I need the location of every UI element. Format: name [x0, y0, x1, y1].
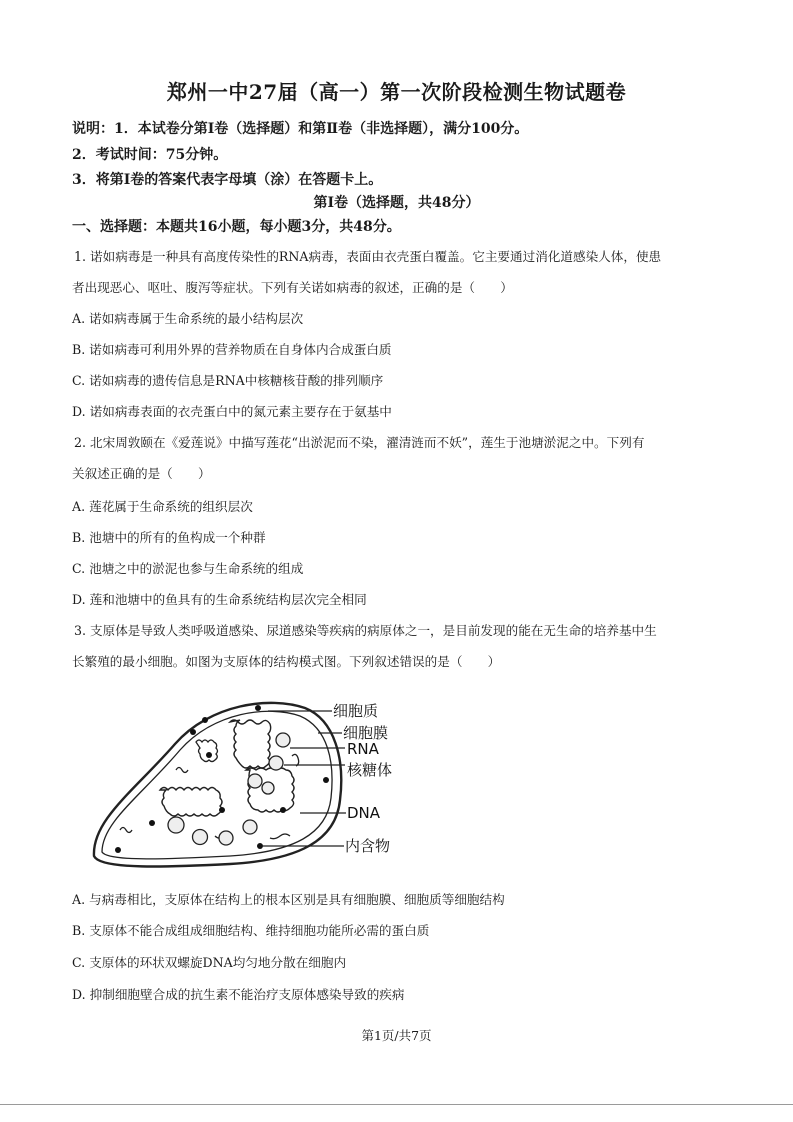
- q3-stem-line-2: 长繁殖的最小细胞。如图为支原体的结构模式图。下列叙述错误的是（ ）: [72, 654, 501, 669]
- cell-membrane-outer: [94, 703, 341, 867]
- q1-option-d: D. 诺如病毒表面的衣壳蛋白中的氮元素主要存在于氨基中: [72, 404, 392, 419]
- rna-strand: [120, 828, 132, 833]
- inclusion-dot: [115, 847, 121, 853]
- instruction-1: 说明：1．本试卷分第Ⅰ卷（选择题）和第Ⅱ卷（非选择题），满分100分。: [72, 121, 529, 137]
- q2-option-d: D. 莲和池塘中的鱼具有的生命系统结构层次完全相同: [72, 592, 367, 607]
- q1-stem-line-2: 者出现恶心、呕吐、腹泻等症状。下列有关诺如病毒的叙述，正确的是（ ）: [72, 280, 513, 295]
- inclusion-dot: [323, 777, 329, 783]
- dna-loop-small: [196, 740, 218, 762]
- q3-stem-line-1: 3. 支原体是导致人类呼吸道感染、尿道感染等疾病的病原体之一，是目前发现的能在无生命的培养基中生: [74, 623, 657, 638]
- q1-stem-line-1: 1. 诺如病毒是一种具有高度传染性的RNA病毒，表面由衣壳蛋白覆盖。它主要通过消化道感染人体，使患: [74, 249, 662, 264]
- rna-strand: [176, 768, 188, 773]
- label-cytoplasm: 细胞质: [333, 702, 379, 720]
- ribosome: [248, 774, 262, 788]
- rna-strand: [270, 834, 290, 839]
- label-dna: DNA: [347, 804, 381, 822]
- mycoplasma-diagram: [85, 688, 415, 874]
- q3-option-b: B. 支原体不能合成组成细胞结构、维持细胞功能所必需的蛋白质: [72, 923, 430, 938]
- page-footer: 第1页/共7页: [361, 1028, 432, 1043]
- ribosome: [243, 820, 257, 834]
- q2-option-c: C. 池塘之中的淤泥也参与生命系统的组成: [72, 561, 304, 576]
- inclusion-dot: [190, 729, 196, 735]
- label-ribosome: 核糖体: [347, 761, 393, 779]
- label-rna: RNA: [347, 740, 379, 758]
- inclusion-dot: [280, 807, 286, 813]
- q1-option-c: C. 诺如病毒的遗传信息是RNA中核糖核苷酸的排列顺序: [72, 373, 384, 388]
- q2-stem-line-1: 2. 北宋周敦颐在《爱莲说》中描写莲花“出淤泥而不染，濯清涟而不妖”，莲生于池塘淤泥之中。下列有: [74, 435, 645, 450]
- instruction-3: 3．将第Ⅰ卷的答案代表字母填（涂）在答题卡上。: [72, 172, 383, 188]
- q1-option-b: B. 诺如病毒可利用外界的营养物质在自身体内合成蛋白质: [72, 342, 392, 357]
- rna-strand: [292, 754, 299, 766]
- q2-stem-line-2: 关叙述正确的是（ ）: [72, 466, 211, 481]
- instruction-2: 2．考试时间：75分钟。: [72, 147, 228, 163]
- ribosome: [193, 830, 208, 845]
- label-cell-membrane: 细胞膜: [343, 724, 389, 742]
- q3-option-a: A. 与病毒相比，支原体在结构上的根本区别是具有细胞膜、细胞质等细胞结构: [72, 892, 505, 907]
- q3-option-c: C. 支原体的环状双螺旋DNA均匀地分散在细胞内: [72, 955, 347, 970]
- page-divider: [0, 1104, 793, 1105]
- q2-option-a: A. 莲花属于生命系统的组织层次: [72, 499, 253, 514]
- inclusion-dot: [202, 717, 208, 723]
- inclusion-dot: [206, 752, 212, 758]
- inclusion-dot: [149, 820, 155, 826]
- inclusion-dot: [255, 705, 261, 711]
- dna-loop-middle: [160, 788, 222, 817]
- dna-loop-upper: [230, 720, 271, 768]
- q2-option-b: B. 池塘中的所有的鱼构成一个种群: [72, 530, 266, 545]
- ribosome: [269, 756, 283, 770]
- q1-option-a: A. 诺如病毒属于生命系统的最小结构层次: [72, 311, 304, 326]
- ribosome: [219, 831, 233, 845]
- exam-title: 郑州一中27届（高一）第一次阶段检测生物试题卷: [166, 80, 627, 104]
- label-inclusions: 内含物: [345, 837, 391, 855]
- ribosome: [276, 733, 290, 747]
- part-title: 一、选择题：本题共16小题，每小题3分，共48分。: [72, 219, 401, 235]
- inclusion-dot: [219, 807, 225, 813]
- ribosome: [262, 782, 274, 794]
- ribosome: [168, 817, 184, 833]
- section-title: 第Ⅰ卷（选择题，共48分）: [313, 195, 480, 211]
- q3-option-d: D. 抑制细胞壁合成的抗生素不能治疗支原体感染导致的疾病: [72, 987, 405, 1002]
